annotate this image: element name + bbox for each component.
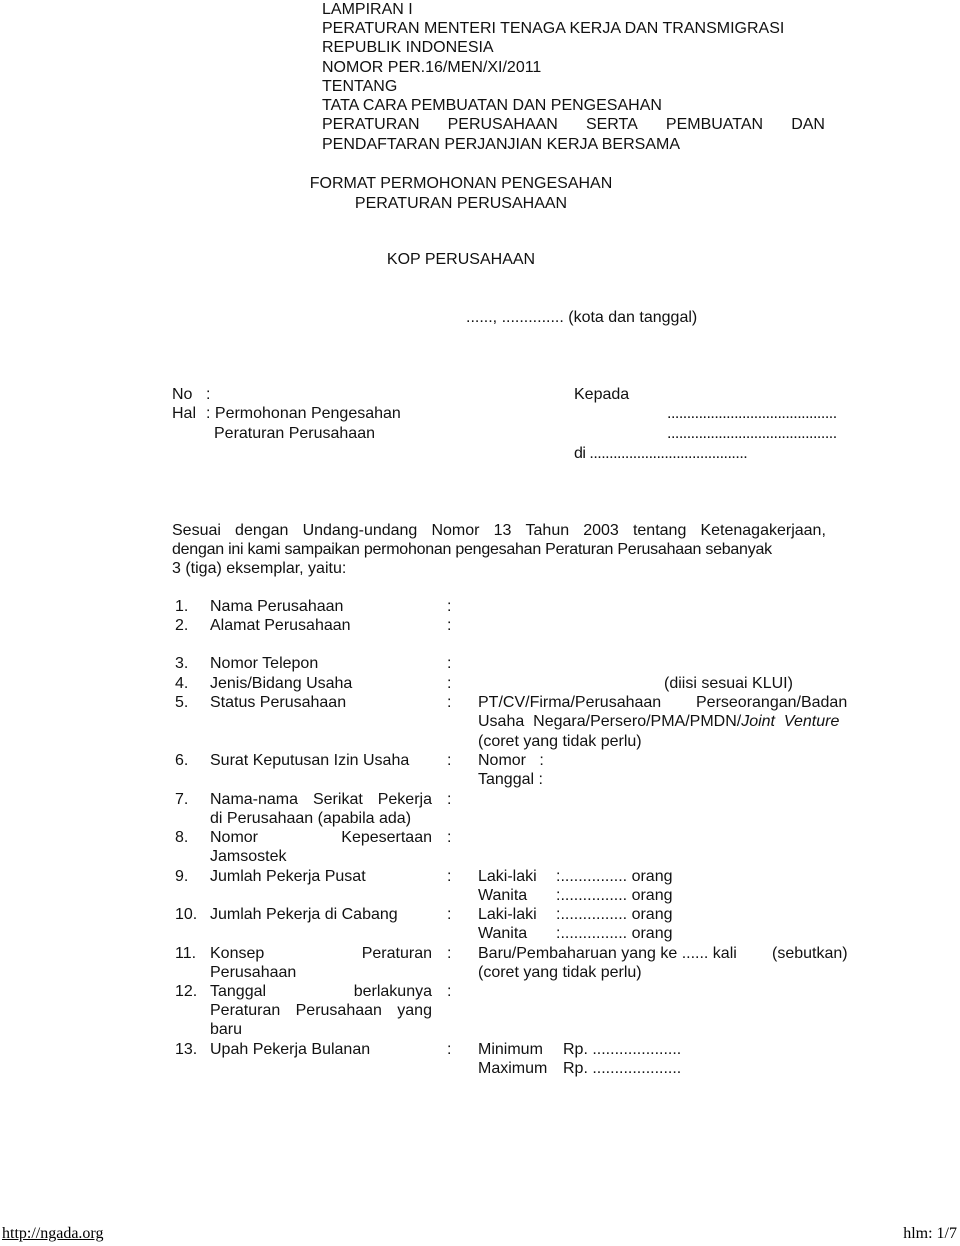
item-value-italic: Joint Venture — [741, 713, 840, 730]
kepada-label: Kepada — [574, 386, 630, 403]
word: Perusahaan — [295, 1002, 382, 1019]
sub-value: :............... orang — [556, 925, 673, 942]
item-number: 13. — [175, 1041, 198, 1058]
header-line: PERATURAN MENTERI TENAGA KERJA DAN TRANSMIGRASI — [322, 20, 785, 37]
item-label: Jumlah Pekerja Pusat — [210, 868, 366, 885]
item-label: Nomor Telepon — [210, 655, 319, 672]
item-number: 9. — [175, 868, 189, 885]
item-value: (diisi sesuai KLUI) — [664, 675, 793, 692]
form-item-cont — [0, 770, 960, 790]
item-label — [210, 828, 432, 848]
item-number: 12. — [175, 983, 198, 1000]
word: Sesuai — [172, 522, 221, 539]
item-colon: : — [447, 868, 452, 885]
form-item — [0, 597, 960, 617]
recipient-line-1: ........................................... — [667, 405, 837, 422]
no-label: No — [172, 386, 193, 403]
format-title-line: FORMAT PERMOHONAN PENGESAHAN — [309, 175, 613, 192]
form-item — [0, 751, 960, 771]
item-label: baru — [210, 1021, 243, 1038]
hal-value: : Permohonan Pengesahan — [206, 405, 401, 422]
item-label: Status Perusahaan — [210, 694, 347, 711]
item-label: Alamat Perusahaan — [210, 617, 351, 634]
item-colon: : — [447, 655, 452, 672]
form-item-cont — [0, 886, 960, 906]
item-label: di Perusahaan (apabila ada) — [210, 810, 412, 827]
body-line-3: 3 (tiga) eksemplar, yaitu: — [172, 560, 347, 577]
item-colon: : — [447, 752, 452, 769]
header-line: REPUBLIK INDONESIA — [322, 39, 494, 56]
item-colon: : — [447, 694, 452, 711]
item-number: 10. — [175, 906, 198, 923]
word: berlakunya — [353, 983, 432, 1000]
item-note: (coret yang tidak perlu) — [478, 964, 642, 981]
word: DAN — [791, 116, 825, 133]
word: Ketenagakerjaan, — [700, 522, 826, 539]
form-item-cont — [0, 732, 960, 752]
item-number: 7. — [175, 791, 189, 808]
header-line-justified — [322, 115, 825, 135]
sub-value: :............... orang — [556, 887, 673, 904]
sub-value: Rp. .................... — [563, 1041, 682, 1058]
word: PERUSAHAAN — [447, 116, 558, 133]
form-item-cont — [0, 924, 960, 944]
item-number: 1. — [175, 598, 189, 615]
word: Peraturan — [361, 945, 432, 962]
item-label — [210, 1001, 432, 1021]
word: Undang-undang — [302, 522, 418, 539]
word: 2003 — [583, 522, 619, 539]
form-item — [0, 693, 960, 713]
form-item-cont — [0, 1001, 960, 1021]
word: 13 — [493, 522, 512, 539]
form-item — [0, 905, 960, 925]
form-item — [0, 654, 960, 674]
word: PEMBUATAN — [665, 116, 764, 133]
item-colon: : — [447, 675, 452, 692]
word: yang — [397, 1002, 432, 1019]
item-number: 3. — [175, 655, 189, 672]
form-item — [0, 982, 960, 1002]
item-colon: : — [447, 1041, 452, 1058]
hal-label: Hal — [172, 405, 197, 422]
form-item-cont — [0, 1020, 960, 1040]
sub-label: Wanita — [478, 887, 528, 904]
form-item-cont — [0, 963, 960, 983]
item-label — [210, 982, 432, 1002]
item-colon: : — [447, 945, 452, 962]
item-label: Jenis/Bidang Usaha — [210, 675, 353, 692]
word: Peraturan — [210, 1002, 281, 1019]
sub-label: Laki-laki — [478, 906, 537, 923]
word: Tanggal — [210, 983, 267, 1000]
item-label: Perusahaan — [210, 964, 297, 981]
item-number: 2. — [175, 617, 189, 634]
form-item-cont — [0, 1059, 960, 1079]
item-colon: : — [447, 617, 452, 634]
form-item-cont — [0, 847, 960, 867]
header-line: LAMPIRAN I — [322, 1, 413, 18]
word: PERATURAN — [322, 116, 420, 133]
sub-label: Maximum — [478, 1060, 548, 1077]
word: Nomor — [210, 829, 259, 846]
item-label: Surat Keputusan Izin Usaha — [210, 752, 410, 769]
form-item — [0, 828, 960, 848]
item-value: Tanggal : — [478, 771, 543, 788]
form-item — [0, 790, 960, 810]
kop-perusahaan: KOP PERUSAHAAN — [386, 251, 536, 268]
item-number: 4. — [175, 675, 189, 692]
date-line: ......, .............. (kota dan tanggal) — [466, 309, 698, 326]
item-number: 5. — [175, 694, 189, 711]
item-value: PT/CV/Firma/Perusahaan — [478, 694, 662, 711]
form-item — [0, 1040, 960, 1060]
word: SERTA — [585, 116, 638, 133]
item-label: Jumlah Pekerja di Cabang — [210, 906, 398, 923]
format-title — [296, 174, 626, 213]
item-label: Jamsostek — [210, 848, 287, 865]
word: Serikat — [312, 791, 363, 808]
form-item-cont — [0, 712, 960, 732]
item-colon: : — [447, 906, 452, 923]
word: Kepesertaan — [341, 829, 432, 846]
item-value: Perseorangan/Badan — [696, 694, 848, 711]
word: Tahun — [525, 522, 570, 539]
format-title-line: PERATURAN PERUSAHAAN — [354, 194, 568, 212]
footer-link[interactable]: http://ngada.org — [2, 1225, 104, 1242]
item-value: Nomor : — [478, 752, 544, 769]
word: Konsep — [210, 945, 265, 962]
item-number: 6. — [175, 752, 189, 769]
item-label — [210, 790, 432, 810]
sub-label: Wanita — [478, 925, 528, 942]
header-line: TATA CARA PEMBUATAN DAN PENGESAHAN — [322, 97, 662, 114]
word: tentang — [632, 522, 687, 539]
page-number: hlm: 1/7 — [903, 1225, 957, 1242]
sub-value: Rp. .................... — [563, 1060, 682, 1077]
item-colon: : — [447, 598, 452, 615]
item-number: 8. — [175, 829, 189, 846]
word: dengan — [235, 522, 289, 539]
word: Nomor — [431, 522, 480, 539]
header-line: TENTANG — [322, 78, 398, 95]
no-colon: : — [206, 386, 211, 403]
hal-value-cont: Peraturan Perusahaan — [214, 425, 375, 442]
recipient-line-2: ........................................... — [667, 425, 837, 442]
item-value-note: (sebutkan) — [772, 945, 848, 962]
recipient-location: di ........................................ — [574, 445, 748, 462]
form-item — [0, 944, 960, 964]
body-line-2: dengan ini kami sampaikan permohonan pengesahan Peraturan Perusahaan sebanyak — [172, 541, 772, 558]
word: Nama-nama — [210, 791, 299, 808]
item-label: Upah Pekerja Bulanan — [210, 1041, 371, 1058]
item-label: Nama Perusahaan — [210, 598, 344, 615]
item-colon: : — [447, 983, 452, 1000]
form-item — [0, 867, 960, 887]
item-colon: : — [447, 829, 452, 846]
sub-label: Laki-laki — [478, 868, 537, 885]
form-item-cont — [0, 809, 960, 829]
item-label — [210, 944, 432, 964]
header-line: NOMOR PER.16/MEN/XI/2011 — [322, 59, 542, 76]
item-value — [478, 712, 839, 732]
sub-label: Minimum — [478, 1041, 543, 1058]
word: Pekerja — [377, 791, 432, 808]
item-number: 11. — [175, 945, 197, 962]
item-colon: : — [447, 791, 452, 808]
header-line: PENDAFTARAN PERJANJIAN KERJA BERSAMA — [322, 136, 680, 153]
item-note: (coret yang tidak perlu) — [478, 733, 642, 750]
sub-value: :............... orang — [556, 868, 673, 885]
item-value-text: Usaha Negara/Persero/PMA/PMDN/ — [478, 713, 742, 730]
item-value: Baru/Pembaharuan yang ke ...... kali — [478, 945, 737, 962]
body-line-1 — [172, 521, 826, 541]
sub-value: :............... orang — [556, 906, 673, 923]
form-item — [0, 674, 960, 694]
form-item — [0, 616, 960, 636]
